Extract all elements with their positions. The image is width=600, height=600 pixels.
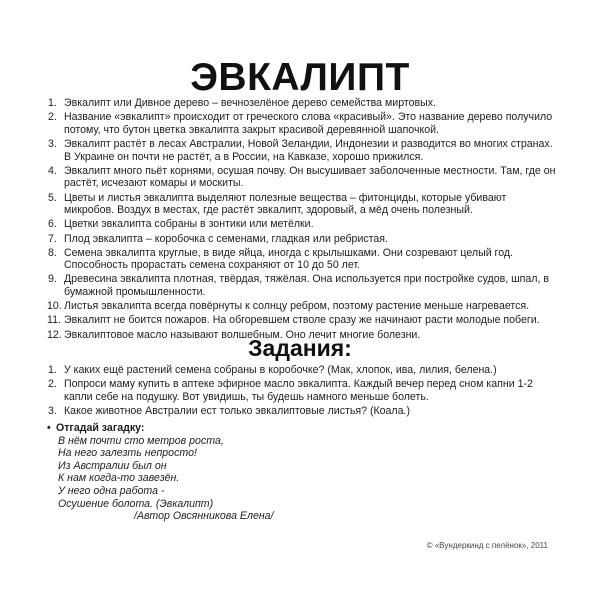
riddle-heading xyxy=(47,422,347,435)
fact-number: 2. xyxy=(48,111,57,124)
fact-item xyxy=(48,138,556,163)
task-text: У каких ещё растений семена собраны в коробочке? (Мак, хлопок, ива, лилия, белена.) xyxy=(64,364,497,376)
riddle-line: К нам когда-то завезён. xyxy=(58,472,180,485)
riddle-line: У него одна работа - xyxy=(58,484,165,497)
fact-number: 8. xyxy=(48,246,57,259)
facts-list xyxy=(48,97,556,343)
task-item xyxy=(48,405,556,418)
copyright-note: © «Вундеркинд с пелёнок», 2011 xyxy=(426,541,548,550)
task-item xyxy=(48,364,556,377)
fact-text: Эвкалипт или Дивное дерево – вечнозелёное дерево семейства миртовых. xyxy=(64,97,436,109)
riddle-line: В нём почти сто метров роста, xyxy=(58,434,224,447)
fact-number: 9. xyxy=(48,273,57,286)
fact-item xyxy=(48,233,556,246)
bullet-icon: • xyxy=(47,422,51,434)
fact-number: 11. xyxy=(47,314,61,327)
fact-number: 6. xyxy=(48,218,57,231)
riddle-line: Из Австралии был он xyxy=(58,459,167,472)
fact-item xyxy=(48,97,556,110)
fact-text: Название «эвкалипт» происходит от греческого слова «красивый». Это название дерево получило потому, что бутон цветка эвкалипта закрыт красивой деревянной шапочкой. xyxy=(64,111,553,136)
fact-item xyxy=(48,247,556,272)
task-number: 1. xyxy=(48,364,57,376)
fact-text: Эвкалиптовое масло называют волшебным. Оно лечит многие болезни. xyxy=(64,328,421,341)
fact-number: 1. xyxy=(48,97,57,109)
fact-text: Цветки эвкалипта собраны в зонтики или метёлки. xyxy=(64,218,314,231)
fact-item xyxy=(48,273,556,298)
riddle-lines xyxy=(47,435,347,511)
task-text: Попроси маму купить в аптеке эфирное масло эвкалипта. Каждый вечер перед сном капни 1-2 капли себе на подушку. Вот увидишь, ты будешь намного меньше болеть. xyxy=(64,378,533,403)
riddle-heading-text: Отгадай загадку: xyxy=(56,422,145,434)
riddle-line: Осушение болота. (Эвкалипт) xyxy=(58,497,214,510)
fact-number: 12. xyxy=(47,328,62,341)
fact-item xyxy=(48,300,556,313)
riddle-author: /Автор Овсянникова Елена/ xyxy=(134,510,274,523)
task-text: Какое животное Австралии ест только эвкалиптовые листья? (Коала.) xyxy=(64,404,410,417)
fact-number: 3. xyxy=(48,137,57,150)
tasks-list xyxy=(48,364,556,419)
task-number: 3. xyxy=(48,404,57,417)
fact-text: Семена эвкалипта круглые, в виде яйца, иногда с крылышками. Они созревают целый год. Способность прорастать семена сохраняют от 10 до 50 лет. xyxy=(64,246,513,272)
fact-item xyxy=(48,218,556,231)
page-title: ЭВКАЛИПТ xyxy=(190,56,410,99)
fact-number: 10. xyxy=(47,300,62,313)
fact-text: Листья эвкалипта всегда повёрнуты к солнцу ребром, поэтому растение меньше нагревается. xyxy=(64,300,530,313)
tasks-heading: Задания: xyxy=(248,335,352,361)
fact-text: Цветы и листья эвкалипта выделяют полезные вещества – фитонциды, которые убивают микробов. Воздух в местах, где растёт эвкалипт, здоровый, а мёд очень полезный. xyxy=(64,191,507,217)
riddle-block xyxy=(47,422,347,523)
fact-text: Эвкалипт растёт в лесах Австралии, Новой Зеландии, Индонезии и разводится во многих странах. В Украине он почти не растёт, а в России, на Кавказе, хорошо прижился. xyxy=(64,137,553,163)
fact-text: Эвкалипт много пьёт корнями, осушая почву. Он высушивает заболоченные местности. Там, где он растёт, исчезают комары и москиты. xyxy=(64,164,556,190)
fact-item xyxy=(48,192,556,217)
fact-text: Древесина эвкалипта плотная, твёрдая, тяжёлая. Она используется при постройке судов, шпал, в бумажной промышленности. xyxy=(64,273,549,299)
fact-number: 4. xyxy=(48,164,57,177)
fact-item xyxy=(48,111,556,136)
task-item xyxy=(48,378,556,403)
fact-number: 5. xyxy=(48,191,57,204)
task-number: 2. xyxy=(48,378,57,391)
riddle-line: На него залезть непросто! xyxy=(58,447,197,460)
fact-item xyxy=(48,165,556,190)
fact-text: Плод эвкалипта – коробочка с семенами, гладкая или ребристая. xyxy=(64,232,388,245)
fact-number: 7. xyxy=(48,232,57,245)
fact-text: Эвкалипт не боится пожаров. На обгоревшем стволе сразу же начинают расти молодые побеги. xyxy=(64,314,540,327)
fact-item xyxy=(48,314,556,327)
